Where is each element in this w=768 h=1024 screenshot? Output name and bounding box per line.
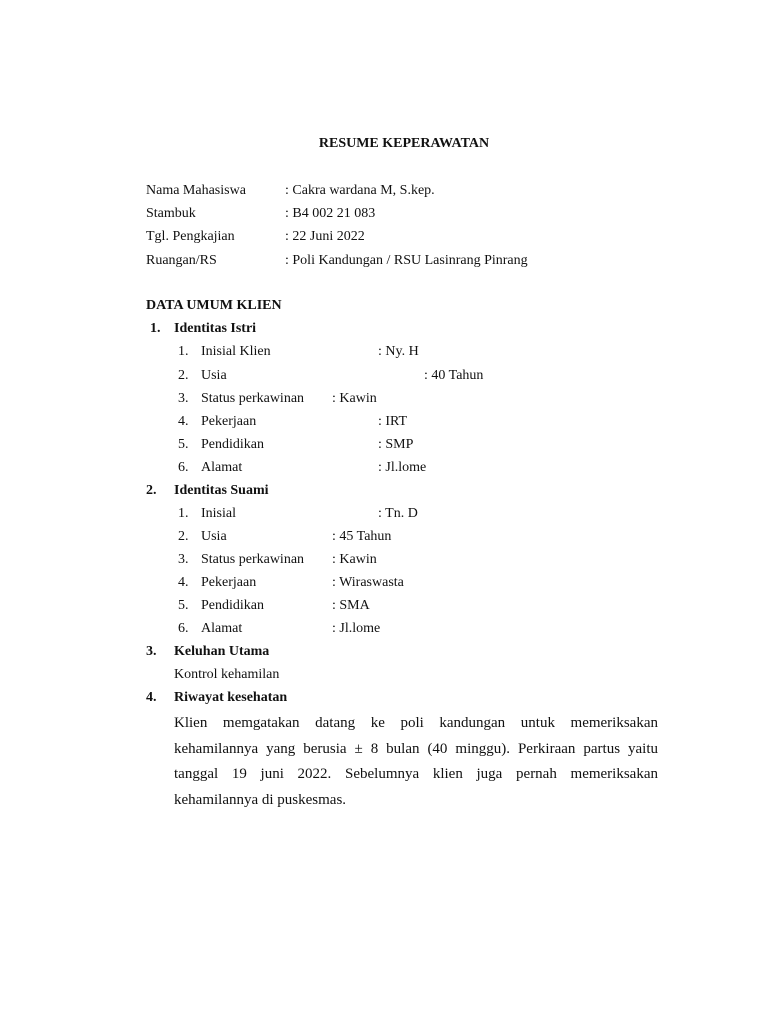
item-value: : Ny. H [378, 344, 419, 359]
info-label-date: Tgl. Pengkajian [146, 229, 235, 244]
item-value: : SMA [332, 598, 370, 613]
section-number: 4. [146, 690, 157, 705]
info-value-stambuk: : B4 002 21 083 [285, 206, 376, 221]
info-value-room: : Poli Kandungan / RSU Lasinrang Pinrang [285, 253, 528, 268]
section-title: Identitas Istri [174, 321, 257, 336]
item-number: 4. [178, 575, 189, 590]
item-label: Status perkawinan [201, 391, 305, 406]
info-label-name: Nama Mahasiswa [146, 183, 246, 198]
item-number: 6. [178, 460, 189, 475]
item-label: Pekerjaan [201, 414, 257, 429]
item-label: Pekerjaan [201, 575, 257, 590]
info-label-stambuk: Stambuk [146, 206, 196, 221]
section-title: Identitas Suami [174, 483, 269, 498]
info-value-date: : 22 Juni 2022 [285, 229, 365, 244]
item-label: Pendidikan [201, 437, 264, 452]
item-value: : IRT [378, 414, 408, 429]
item-number: 2. [178, 368, 189, 383]
section-heading: DATA UMUM KLIEN [146, 298, 282, 313]
section-title: Keluhan Utama [174, 644, 270, 659]
item-number: 3. [178, 391, 189, 406]
info-label-room: Ruangan/RS [146, 253, 217, 268]
item-label: Pendidikan [201, 598, 264, 613]
item-value: : Jl.lome [378, 460, 427, 475]
item-label: Usia [201, 529, 227, 544]
complaint-text: Kontrol kehamilan [174, 667, 280, 682]
item-number: 6. [178, 621, 189, 636]
info-value-name: : Cakra wardana M, S.kep. [285, 183, 435, 198]
item-value: : Kawin [332, 391, 377, 406]
document-title: RESUME KEPERAWATAN [318, 136, 490, 151]
health-history-paragraph: Klien memgatakan datang ke poli kandungan untuk memeriksakan kehamilannya yang berusia ± 8 bulan (40 minggu). Perkiraan partus yaitu tanggal 19 juni 2022. Sebelumnya klien juga pernah memeriksakan kehamilannya di puskesmas. [174, 715, 658, 808]
item-number: 1. [178, 506, 189, 521]
item-label: Inisial Klien [201, 344, 271, 359]
item-number: 3. [178, 552, 189, 567]
item-value: : Jl.lome [332, 621, 381, 636]
item-label: Inisial [201, 506, 236, 521]
item-number: 5. [178, 598, 189, 613]
item-value: : SMP [378, 437, 414, 452]
item-number: 4. [178, 414, 189, 429]
item-value: : 45 Tahun [332, 529, 392, 544]
item-label: Status perkawinan [201, 552, 305, 567]
section-number: 3. [146, 644, 157, 659]
item-label: Usia [201, 368, 227, 383]
section-number: 1. [150, 321, 161, 336]
item-label: Alamat [201, 621, 243, 636]
item-value: : Kawin [332, 552, 377, 567]
item-number: 5. [178, 437, 189, 452]
item-value: : Wiraswasta [332, 575, 404, 590]
section-number: 2. [146, 483, 157, 498]
item-value: : 40 Tahun [424, 368, 484, 383]
item-label: Alamat [201, 460, 243, 475]
item-number: 1. [178, 344, 189, 359]
section-title: Riwayat kesehatan [174, 690, 288, 705]
item-value: : Tn. D [378, 506, 418, 521]
item-number: 2. [178, 529, 189, 544]
